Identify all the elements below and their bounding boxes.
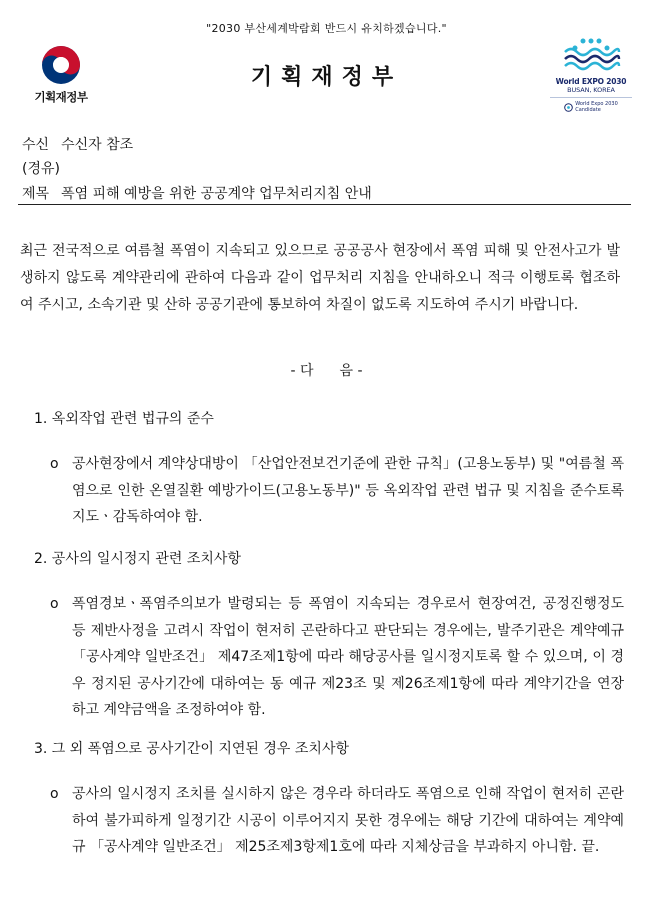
expo-wave-icon	[559, 36, 623, 72]
section-bullet-text-1: 공사현장에서 계약상대방이 「산업안전보건기준에 관한 규칙」(고용노동부) 및 "여름철 폭염으로 인한 온열질환 예방가이드(고용노동부)" 등 옥외작업 관련 법규 및 지침을 준수토록 지도ㆍ감독하여야 함.	[72, 456, 624, 525]
section-bullet-text-3: 공사의 일시정지 조치를 실시하지 않은 경우라 하더라도 폭염으로 인해 작업이 현저히 곤란하여 불가피하게 일정기간 시공이 이루어지지 못한 경우에는 해당 기간에 대하여는 계약예규 「공사계약 일반조건」 제25조제3항제1호에 따라 지체상금을 부과하지 아니함. 끝.	[72, 786, 624, 855]
section-bullet-text-2: 폭염경보ㆍ폭염주의보가 발령되는 등 폭염이 지속되는 경우로서 현장여건, 공정진행정도 등 제반사정을 고려시 작업이 현저히 곤란하다고 판단되는 경우에는, 발주기관은 계약예규 「공사계약 일반조건」 제47조제1항에 따라 해당공사를 일시정지토록 할 수 있으며, 이 경우 정지된 공사기간에 대하여는 동 예규 제23조 및 제26조제1항에 따라 계약기간을 연장하고 계약금액을 조정하여야 함.	[72, 596, 624, 718]
subject-value: 폭염 피해 예방을 위한 공공계약 업무처리지침 안내	[61, 186, 372, 202]
section-heading-1: 1. 옥외작업 관련 법규의 준수	[34, 411, 214, 427]
bullet-mark: o	[50, 786, 59, 802]
expo-sub-line2: Candidate	[575, 107, 601, 113]
bullet-mark: o	[50, 596, 59, 612]
subject-divider	[18, 204, 631, 205]
center-mark-right: 음 -	[339, 363, 363, 379]
expo-location: BUSAN, KOREA	[567, 86, 615, 94]
bie-emblem-icon	[564, 103, 573, 112]
page-title: 기획재정부	[250, 65, 403, 90]
expo-sub-line1: World Expo 2030	[575, 101, 618, 107]
subject-row	[22, 183, 372, 203]
via-row	[22, 158, 60, 178]
intro-paragraph: 최근 전국적으로 여름철 폭염이 지속되고 있으므로 공공공사 현장에서 폭염 피해 및 안전사고가 발생하지 않도록 계약관리에 관하여 다음과 같이 업무처리 지침을 안내하오니 적극 이행토록 협조하여 주시고, 소속기관 및 산하 공공기관에 통보하여 차질이 없도록 지도하여 주시기 바랍니다.	[20, 243, 620, 313]
bullet-mark: o	[50, 456, 59, 472]
section-bullet-1	[50, 451, 624, 531]
section-bullet-2	[50, 591, 624, 724]
ministry-logo-text: 기획재정부	[34, 90, 88, 104]
recipient-value: 수신자 참조	[61, 137, 134, 153]
center-mark	[0, 360, 653, 380]
section-heading-2: 2. 공사의 일시정지 관련 조치사항	[34, 551, 241, 567]
recipient-row	[22, 134, 133, 154]
slogan: "2030 부산세계박람회 반드시 유치하겠습니다."	[206, 22, 447, 35]
section-heading-3: 3. 그 외 폭염으로 공사기간이 지연된 경우 조치사항	[34, 741, 349, 757]
section-bullet-3	[50, 781, 624, 861]
expo-logo	[550, 36, 632, 113]
expo-title: World EXPO 2030	[555, 77, 627, 86]
subject-label: 제목	[22, 186, 50, 202]
expo-candidate	[550, 97, 632, 113]
recipient-label: 수신	[22, 137, 50, 153]
via-label: (경유)	[22, 161, 60, 177]
center-mark-left: - 다	[290, 363, 314, 379]
